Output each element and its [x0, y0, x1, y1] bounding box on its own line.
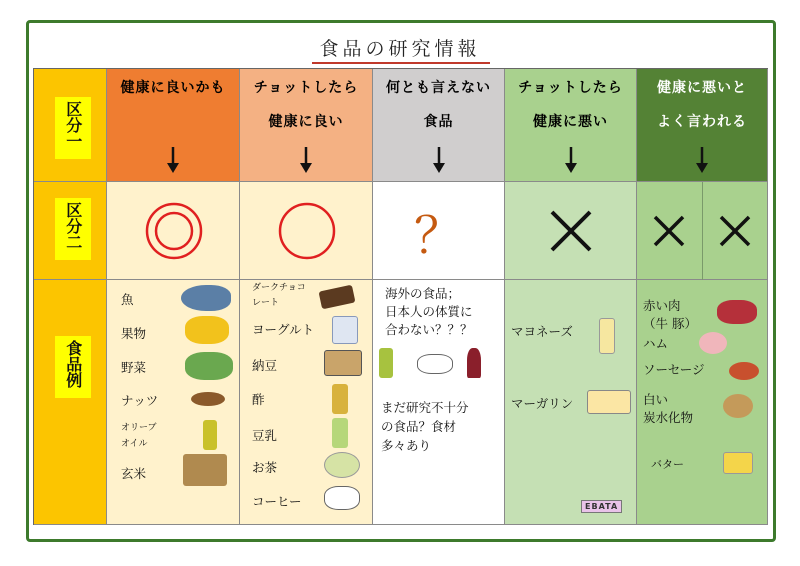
foods-col-4 — [505, 280, 637, 525]
vegetable-icon — [185, 352, 233, 380]
food-item: ダークチョコ — [252, 283, 306, 293]
margarine-icon — [587, 390, 631, 414]
ham-icon — [699, 332, 727, 354]
food-item: ナッツ — [121, 393, 159, 408]
foods-col-2 — [240, 280, 373, 525]
header-col-5-line2: よく言われる — [657, 114, 747, 130]
food-item: 合わない？？？ — [385, 322, 473, 337]
foods-col-3 — [373, 280, 505, 525]
food-item: オイル — [121, 439, 148, 449]
header-col-4-line2: 健康に悪い — [533, 114, 608, 130]
foods-col-1 — [107, 280, 240, 525]
food-item: 酢 — [252, 392, 265, 407]
sausage-icon — [729, 362, 759, 380]
vinegar-icon — [332, 384, 348, 414]
food-item: 玄米 — [121, 466, 147, 481]
chocolate-icon — [319, 285, 356, 310]
food-item: 豆乳 — [252, 428, 278, 443]
food-item: マヨネーズ — [511, 324, 573, 339]
food-item: 赤い肉 — [643, 298, 681, 313]
soy-milk-icon — [332, 418, 348, 448]
olive-oil-icon — [203, 420, 217, 450]
food-item: コーヒー — [252, 494, 302, 509]
food-item: ハム — [643, 336, 669, 351]
food-item: 多々あり — [381, 438, 432, 453]
question-mark-icon: ？ — [414, 207, 464, 265]
author-stamp: EBATA — [581, 500, 622, 513]
food-item: 白い — [643, 392, 669, 407]
yogurt-icon — [332, 316, 358, 344]
food-item: 果物 — [121, 326, 147, 341]
header-col-3-line2: 食品 — [423, 114, 454, 130]
down-arrow-icon — [433, 147, 445, 173]
food-item: 魚 — [121, 292, 134, 307]
food-item: オリーブ — [121, 423, 157, 433]
food-item: 野菜 — [121, 360, 147, 375]
down-arrow-icon — [565, 147, 577, 173]
circle-icon — [277, 201, 337, 261]
cross-icon — [653, 215, 685, 247]
header-col-1-line1: 健康に良いかも — [120, 80, 226, 96]
food-item: （牛 豚） — [643, 316, 697, 331]
row-label-2-text: 区分二 — [63, 202, 83, 250]
symbol-col-2 — [240, 182, 373, 280]
symbol-col-5 — [637, 182, 768, 280]
food-item: マーガリン — [511, 396, 574, 411]
cross-icon — [719, 215, 751, 247]
row-label-1-text: 区分一 — [63, 101, 83, 149]
header-col-2-line1: チョットしたら — [253, 80, 359, 96]
title-underline — [312, 62, 490, 64]
bottle-icon — [379, 348, 393, 378]
double-circle-icon — [144, 201, 204, 261]
food-item: 日本人の体質に — [385, 304, 473, 319]
symbol-col-3 — [373, 182, 505, 280]
header-col-3 — [373, 69, 505, 182]
rowhead-3 — [34, 280, 107, 525]
row-label-3-text: 食品例 — [63, 340, 83, 388]
down-arrow-icon — [696, 147, 708, 173]
symbol-col-4 — [505, 182, 637, 280]
food-item: レート — [252, 298, 280, 308]
header-col-4 — [505, 69, 637, 182]
cup-icon — [417, 354, 453, 374]
fruit-icon — [185, 316, 229, 344]
natto-icon — [324, 350, 362, 376]
classification-table — [33, 68, 768, 525]
header-col-3-line1: 何とも言えない — [386, 80, 491, 96]
symbol-col-1 — [107, 182, 240, 280]
cross-icon — [549, 209, 593, 253]
brown-rice-icon — [183, 454, 227, 486]
coffee-icon — [324, 486, 360, 510]
mayonnaise-icon — [599, 318, 615, 354]
food-item: まだ研究不十分 — [381, 400, 469, 415]
butter-icon — [723, 452, 753, 474]
potato-icon — [723, 394, 753, 418]
symbol-divider — [702, 182, 703, 280]
fish-icon — [181, 285, 231, 311]
nut-icon — [191, 392, 225, 406]
header-col-4-line1: チョットしたら — [518, 80, 623, 96]
down-arrow-icon — [300, 147, 312, 173]
foods-col-5 — [637, 280, 768, 525]
wine-glass-icon — [467, 348, 481, 378]
row-label-2 — [55, 198, 91, 260]
food-item: 海外の食品； — [385, 286, 461, 301]
food-item: 炭水化物 — [643, 410, 694, 425]
food-item: の食品？食材 — [381, 419, 457, 434]
page-title: 食品の研究情報 — [319, 38, 481, 60]
food-item: 納豆 — [252, 358, 278, 373]
header-col-5-line1: 健康に悪いと — [657, 80, 747, 96]
down-arrow-icon — [167, 147, 179, 173]
row-label-1 — [55, 97, 91, 159]
tea-icon — [324, 452, 360, 478]
header-col-1 — [107, 69, 240, 182]
food-item: バター — [651, 458, 684, 471]
header-col-2 — [240, 69, 373, 182]
header-col-2-line2: 健康に良い — [268, 114, 344, 130]
header-col-5 — [637, 69, 768, 182]
rowhead-1 — [34, 69, 107, 182]
food-item: お茶 — [252, 460, 278, 475]
row-label-3 — [55, 336, 91, 398]
rowhead-2 — [34, 182, 107, 280]
food-item: ソーセージ — [643, 362, 705, 377]
food-item: ヨーグルト — [252, 322, 315, 337]
red-meat-icon — [717, 300, 757, 324]
